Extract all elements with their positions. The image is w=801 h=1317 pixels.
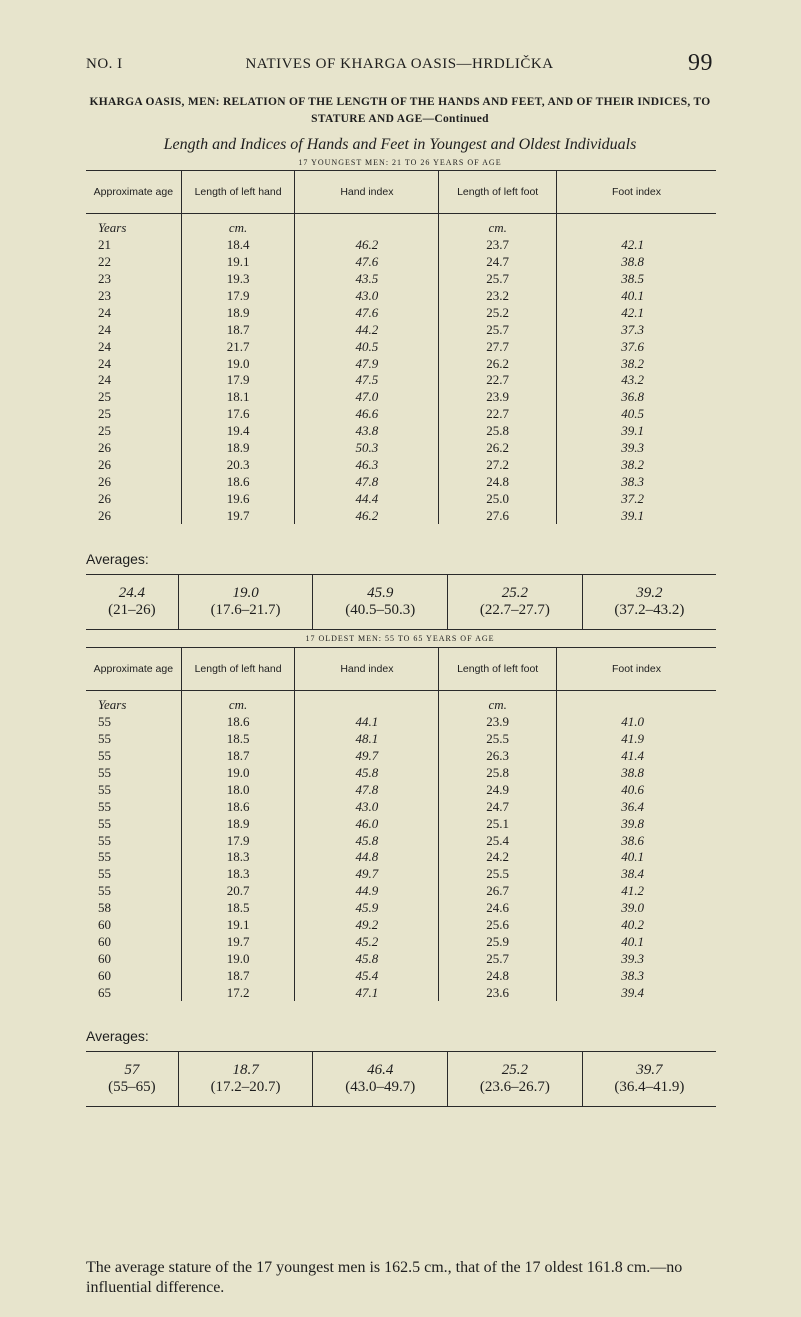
cell-foot-length: 26.2	[439, 355, 557, 372]
unit-hand-index	[295, 214, 439, 237]
cell-foot-index: 42.1	[556, 304, 716, 321]
table-row	[86, 355, 716, 372]
cell-foot-length: 25.0	[439, 490, 557, 507]
cell-foot-index: 38.4	[556, 866, 716, 883]
youngest-table	[86, 170, 716, 524]
average-foot-length	[448, 575, 583, 630]
average-range: (55–65)	[108, 1079, 156, 1095]
cell-hand-index: 43.0	[295, 798, 439, 815]
table-row	[86, 389, 716, 406]
table-row	[86, 406, 716, 423]
cell-hand-index: 47.9	[295, 355, 439, 372]
unit-hand-length: cm.	[181, 691, 295, 714]
table-row	[86, 832, 716, 849]
cell-foot-length: 25.9	[439, 933, 557, 950]
table-row	[86, 423, 716, 440]
average-range: (23.6–26.7)	[479, 1079, 550, 1095]
cell-foot-index: 43.2	[556, 372, 716, 389]
cell-age: 55	[98, 815, 111, 831]
column-header-age: Approximate age	[86, 648, 181, 691]
average-value: 39.2	[636, 585, 663, 601]
cell-foot-length: 24.8	[439, 967, 557, 984]
average-hand-length	[178, 575, 313, 630]
cell-foot-length: 25.8	[439, 423, 557, 440]
table-row	[86, 731, 716, 748]
column-header-foot-length: Length of left foot	[439, 171, 557, 214]
table-row	[86, 781, 716, 798]
cell-hand-length: 19.7	[181, 507, 295, 524]
cell-hand-index: 48.1	[295, 731, 439, 748]
cell-foot-index: 38.8	[556, 254, 716, 271]
cell-hand-length: 18.3	[181, 849, 295, 866]
units-row	[86, 214, 716, 237]
cell-hand-length: 20.3	[181, 456, 295, 473]
average-range: (21–26)	[108, 602, 156, 618]
cell-hand-index: 46.2	[295, 237, 439, 254]
cell-age: 60	[98, 933, 111, 949]
column-header-hand-length: Length of left hand	[181, 171, 295, 214]
cell-age: 55	[98, 765, 111, 780]
average-value: 24.4	[118, 585, 145, 601]
cell-hand-length: 18.5	[181, 731, 295, 748]
table-row	[86, 288, 716, 305]
cell-foot-length: 27.6	[439, 507, 557, 524]
cell-hand-index: 49.7	[295, 748, 439, 765]
cell-hand-index: 43.8	[295, 423, 439, 440]
table-row	[86, 372, 716, 389]
cell-hand-length: 18.9	[181, 304, 295, 321]
column-header-foot-length: Length of left foot	[439, 648, 557, 691]
cell-hand-index: 43.5	[295, 271, 439, 288]
cell-hand-length: 18.6	[181, 473, 295, 490]
cell-hand-length: 19.3	[181, 271, 295, 288]
cell-hand-index: 47.5	[295, 372, 439, 389]
table-row	[86, 917, 716, 934]
cell-foot-length: 24.7	[439, 798, 557, 815]
youngest-averages-label: Averages:	[86, 551, 149, 567]
cell-hand-length: 19.0	[181, 355, 295, 372]
table-row	[86, 338, 716, 355]
cell-hand-index: 46.3	[295, 456, 439, 473]
cell-hand-index: 50.3	[295, 440, 439, 457]
cell-foot-length: 24.6	[439, 900, 557, 917]
cell-age: 24	[98, 304, 111, 320]
cell-foot-index: 40.1	[556, 288, 716, 305]
cell-hand-index: 44.8	[295, 849, 439, 866]
cell-foot-length: 26.3	[439, 748, 557, 765]
cell-foot-index: 39.8	[556, 815, 716, 832]
average-age	[86, 1052, 178, 1107]
cell-age: 55	[98, 781, 111, 797]
average-foot-index	[582, 1052, 716, 1107]
unit-hand-index	[295, 691, 439, 714]
cell-age: 58	[98, 900, 111, 916]
average-range: (17.2–20.7)	[210, 1079, 281, 1095]
table-header-row	[86, 171, 716, 214]
cell-hand-length: 19.4	[181, 423, 295, 440]
cell-hand-index: 47.8	[295, 781, 439, 798]
average-range: (43.0–49.7)	[345, 1079, 416, 1095]
table-row	[86, 254, 716, 271]
table-subtitle: Length and Indices of Hands and Feet in Youngest and Oldest Individuals	[163, 136, 637, 153]
oldest-averages-label: Averages:	[86, 1028, 149, 1044]
cell-foot-index: 36.8	[556, 389, 716, 406]
cell-age: 55	[98, 748, 111, 764]
cell-foot-length: 27.2	[439, 456, 557, 473]
averages-row	[86, 1052, 716, 1107]
cell-foot-index: 38.3	[556, 967, 716, 984]
cell-hand-index: 49.7	[295, 866, 439, 883]
cell-age: 26	[98, 456, 111, 472]
cell-foot-length: 25.5	[439, 731, 557, 748]
average-range: (22.7–27.7)	[479, 602, 550, 618]
cell-hand-length: 20.7	[181, 883, 295, 900]
cell-age: 24	[98, 372, 111, 388]
cell-age: 55	[98, 798, 111, 814]
cell-foot-index: 38.8	[556, 765, 716, 782]
cell-hand-length: 19.0	[181, 950, 295, 967]
column-header-hand-index: Hand index	[295, 171, 439, 214]
cell-hand-index: 45.8	[295, 832, 439, 849]
table-title: KHARGA OASIS, MEN: RELATION OF THE LENGTH OF THE HANDS AND FEET, AND OF THEIR INDICES, TO STATURE AND AGE—Continued	[89, 96, 711, 125]
unit-foot-length: cm.	[439, 691, 557, 714]
cell-foot-index: 42.1	[556, 237, 716, 254]
cell-foot-index: 39.1	[556, 507, 716, 524]
column-header-age: Approximate age	[86, 171, 181, 214]
average-range: (37.2–43.2)	[614, 602, 685, 618]
average-range: (40.5–50.3)	[345, 602, 416, 618]
cell-foot-index: 40.2	[556, 917, 716, 934]
cell-hand-index: 44.4	[295, 490, 439, 507]
cell-foot-length: 25.2	[439, 304, 557, 321]
cell-foot-index: 39.3	[556, 950, 716, 967]
table-title-block	[80, 94, 720, 154]
cell-foot-index: 40.1	[556, 849, 716, 866]
cell-age: 24	[98, 355, 111, 371]
cell-foot-index: 40.5	[556, 406, 716, 423]
column-header-hand-index: Hand index	[295, 648, 439, 691]
cell-foot-index: 40.6	[556, 781, 716, 798]
table-row	[86, 798, 716, 815]
cell-age: 60	[98, 917, 111, 933]
cell-foot-index: 36.4	[556, 798, 716, 815]
cell-foot-length: 23.2	[439, 288, 557, 305]
cell-foot-length: 25.7	[439, 950, 557, 967]
cell-hand-index: 45.4	[295, 967, 439, 984]
cell-foot-length: 23.9	[439, 714, 557, 731]
table-row	[86, 765, 716, 782]
average-value: 25.2	[501, 585, 528, 601]
table-row	[86, 321, 716, 338]
issue-number: NO. I	[86, 56, 123, 72]
cell-foot-index: 39.3	[556, 440, 716, 457]
cell-hand-length: 18.0	[181, 781, 295, 798]
cell-foot-index: 41.0	[556, 714, 716, 731]
table-row	[86, 933, 716, 950]
table-row	[86, 900, 716, 917]
table-row	[86, 304, 716, 321]
table-row	[86, 456, 716, 473]
cell-foot-index: 41.9	[556, 731, 716, 748]
cell-hand-index: 44.2	[295, 321, 439, 338]
cell-foot-length: 25.7	[439, 271, 557, 288]
cell-hand-index: 46.0	[295, 815, 439, 832]
cell-hand-length: 18.9	[181, 815, 295, 832]
unit-foot-index	[556, 214, 716, 237]
table-row	[86, 473, 716, 490]
cell-age: 23	[98, 288, 111, 303]
cell-hand-length: 18.1	[181, 389, 295, 406]
cell-foot-index: 38.2	[556, 456, 716, 473]
cell-hand-length: 18.4	[181, 237, 295, 254]
cell-age: 24	[98, 321, 111, 337]
cell-foot-length: 27.7	[439, 338, 557, 355]
cell-hand-length: 19.0	[181, 765, 295, 782]
cell-foot-length: 25.6	[439, 917, 557, 934]
table-row	[86, 815, 716, 832]
cell-foot-index: 38.6	[556, 832, 716, 849]
unit-age: Years	[98, 697, 127, 713]
cell-foot-length: 23.9	[439, 389, 557, 406]
cell-foot-length: 23.6	[439, 984, 557, 1001]
average-range: (17.6–21.7)	[210, 602, 281, 618]
cell-foot-index: 37.2	[556, 490, 716, 507]
cell-hand-index: 47.0	[295, 389, 439, 406]
cell-hand-length: 21.7	[181, 338, 295, 355]
cell-age: 55	[98, 714, 111, 730]
cell-hand-index: 47.8	[295, 473, 439, 490]
cell-foot-index: 38.2	[556, 355, 716, 372]
cell-foot-index: 41.2	[556, 883, 716, 900]
cell-hand-length: 17.2	[181, 984, 295, 1001]
oldest-table	[86, 647, 716, 1001]
cell-hand-index: 43.0	[295, 288, 439, 305]
table-row	[86, 849, 716, 866]
cell-foot-index: 40.1	[556, 933, 716, 950]
footnote: The average stature of the 17 youngest men is 162.5 cm., that of the 17 oldest 161.8 cm.—no influential difference.	[86, 1259, 683, 1296]
cell-age: 55	[98, 849, 111, 865]
table-row	[86, 883, 716, 900]
table-row	[86, 984, 716, 1001]
cell-hand-index: 44.9	[295, 883, 439, 900]
cell-hand-length: 18.5	[181, 900, 295, 917]
cell-hand-length: 19.6	[181, 490, 295, 507]
youngest-section-label: 17 YOUNGEST MEN: 21 TO 26 YEARS OF AGE	[298, 158, 502, 167]
table-row	[86, 440, 716, 457]
cell-hand-length: 17.9	[181, 372, 295, 389]
column-header-foot-index: Foot index	[556, 171, 716, 214]
table-row	[86, 950, 716, 967]
cell-hand-index: 47.1	[295, 984, 439, 1001]
cell-foot-length: 24.7	[439, 254, 557, 271]
cell-hand-length: 18.7	[181, 748, 295, 765]
table-row	[86, 967, 716, 984]
cell-foot-length: 26.2	[439, 440, 557, 457]
cell-hand-index: 44.1	[295, 714, 439, 731]
oldest-averages-table	[86, 1051, 716, 1107]
table-row	[86, 748, 716, 765]
average-foot-length	[448, 1052, 583, 1107]
youngest-averages-table	[86, 574, 716, 630]
cell-hand-index: 46.2	[295, 507, 439, 524]
cell-age: 26	[98, 473, 111, 489]
average-hand-length	[178, 1052, 313, 1107]
cell-age: 21	[98, 237, 111, 253]
cell-hand-length: 18.3	[181, 866, 295, 883]
cell-hand-index: 40.5	[295, 338, 439, 355]
unit-foot-length: cm.	[439, 214, 557, 237]
cell-foot-length: 25.4	[439, 832, 557, 849]
table-row	[86, 866, 716, 883]
cell-foot-index: 37.6	[556, 338, 716, 355]
running-title: NATIVES OF KHARGA OASIS—HRDLIČKA	[245, 56, 554, 72]
cell-hand-length: 18.9	[181, 440, 295, 457]
average-range: (36.4–41.9)	[614, 1079, 685, 1095]
cell-foot-index: 37.3	[556, 321, 716, 338]
cell-foot-length: 22.7	[439, 406, 557, 423]
cell-age: 60	[98, 967, 111, 983]
cell-age: 25	[98, 389, 111, 405]
cell-age: 60	[98, 950, 111, 966]
cell-hand-length: 18.6	[181, 798, 295, 815]
average-value: 45.9	[367, 585, 394, 601]
cell-hand-length: 17.9	[181, 288, 295, 305]
cell-foot-length: 25.7	[439, 321, 557, 338]
cell-age: 25	[98, 406, 111, 422]
cell-foot-length: 25.5	[439, 866, 557, 883]
unit-age: Years	[98, 220, 127, 236]
table-row	[86, 507, 716, 524]
average-value: 39.7	[636, 1062, 663, 1078]
cell-hand-length: 17.9	[181, 832, 295, 849]
cell-foot-length: 25.1	[439, 815, 557, 832]
unit-foot-index	[556, 691, 716, 714]
average-value: 25.2	[501, 1062, 528, 1078]
table-row	[86, 271, 716, 288]
cell-hand-index: 49.2	[295, 917, 439, 934]
running-header	[86, 50, 713, 82]
cell-hand-index: 46.6	[295, 406, 439, 423]
cell-foot-index: 41.4	[556, 748, 716, 765]
cell-hand-length: 19.1	[181, 917, 295, 934]
cell-hand-length: 19.1	[181, 254, 295, 271]
cell-age: 25	[98, 423, 111, 439]
column-header-foot-index: Foot index	[556, 648, 716, 691]
cell-age: 24	[98, 338, 111, 354]
cell-foot-length: 26.7	[439, 883, 557, 900]
cell-age: 22	[98, 254, 111, 270]
average-foot-index	[582, 575, 716, 630]
cell-hand-index: 47.6	[295, 254, 439, 271]
cell-foot-length: 24.2	[439, 849, 557, 866]
cell-hand-length: 18.6	[181, 714, 295, 731]
cell-age: 65	[98, 984, 111, 1000]
table-row	[86, 490, 716, 507]
cell-foot-length: 24.8	[439, 473, 557, 490]
cell-age: 55	[98, 883, 111, 899]
cell-age: 26	[98, 507, 111, 523]
cell-age: 26	[98, 490, 111, 506]
cell-foot-index: 39.0	[556, 900, 716, 917]
average-value: 46.4	[367, 1062, 394, 1078]
average-age	[86, 575, 178, 630]
cell-hand-length: 17.6	[181, 406, 295, 423]
table-row	[86, 714, 716, 731]
average-value: 19.0	[232, 585, 259, 601]
cell-hand-index: 47.6	[295, 304, 439, 321]
cell-hand-index: 45.8	[295, 765, 439, 782]
cell-age: 55	[98, 731, 111, 747]
cell-foot-length: 24.9	[439, 781, 557, 798]
average-value: 18.7	[232, 1062, 259, 1078]
units-row	[86, 691, 716, 714]
cell-hand-length: 19.7	[181, 933, 295, 950]
cell-hand-length: 18.7	[181, 967, 295, 984]
average-hand-index	[313, 1052, 448, 1107]
cell-foot-index: 38.5	[556, 271, 716, 288]
cell-foot-length: 25.8	[439, 765, 557, 782]
cell-age: 26	[98, 440, 111, 456]
cell-age: 23	[98, 271, 111, 287]
cell-hand-length: 18.7	[181, 321, 295, 338]
average-value: 57	[124, 1062, 140, 1078]
averages-row	[86, 575, 716, 630]
table-row	[86, 237, 716, 254]
cell-foot-index: 39.4	[556, 984, 716, 1001]
cell-hand-index: 45.9	[295, 900, 439, 917]
column-header-hand-length: Length of left hand	[181, 648, 295, 691]
cell-foot-length: 22.7	[439, 372, 557, 389]
cell-age: 55	[98, 866, 111, 882]
cell-foot-index: 39.1	[556, 423, 716, 440]
cell-hand-index: 45.8	[295, 950, 439, 967]
cell-foot-length: 23.7	[439, 237, 557, 254]
cell-hand-index: 45.2	[295, 933, 439, 950]
table-header-row	[86, 648, 716, 691]
cell-foot-index: 38.3	[556, 473, 716, 490]
unit-hand-length: cm.	[181, 214, 295, 237]
page-number: 99	[688, 50, 713, 76]
cell-age: 55	[98, 832, 111, 848]
oldest-section-label: 17 OLDEST MEN: 55 TO 65 YEARS OF AGE	[305, 634, 495, 643]
average-hand-index	[313, 575, 448, 630]
